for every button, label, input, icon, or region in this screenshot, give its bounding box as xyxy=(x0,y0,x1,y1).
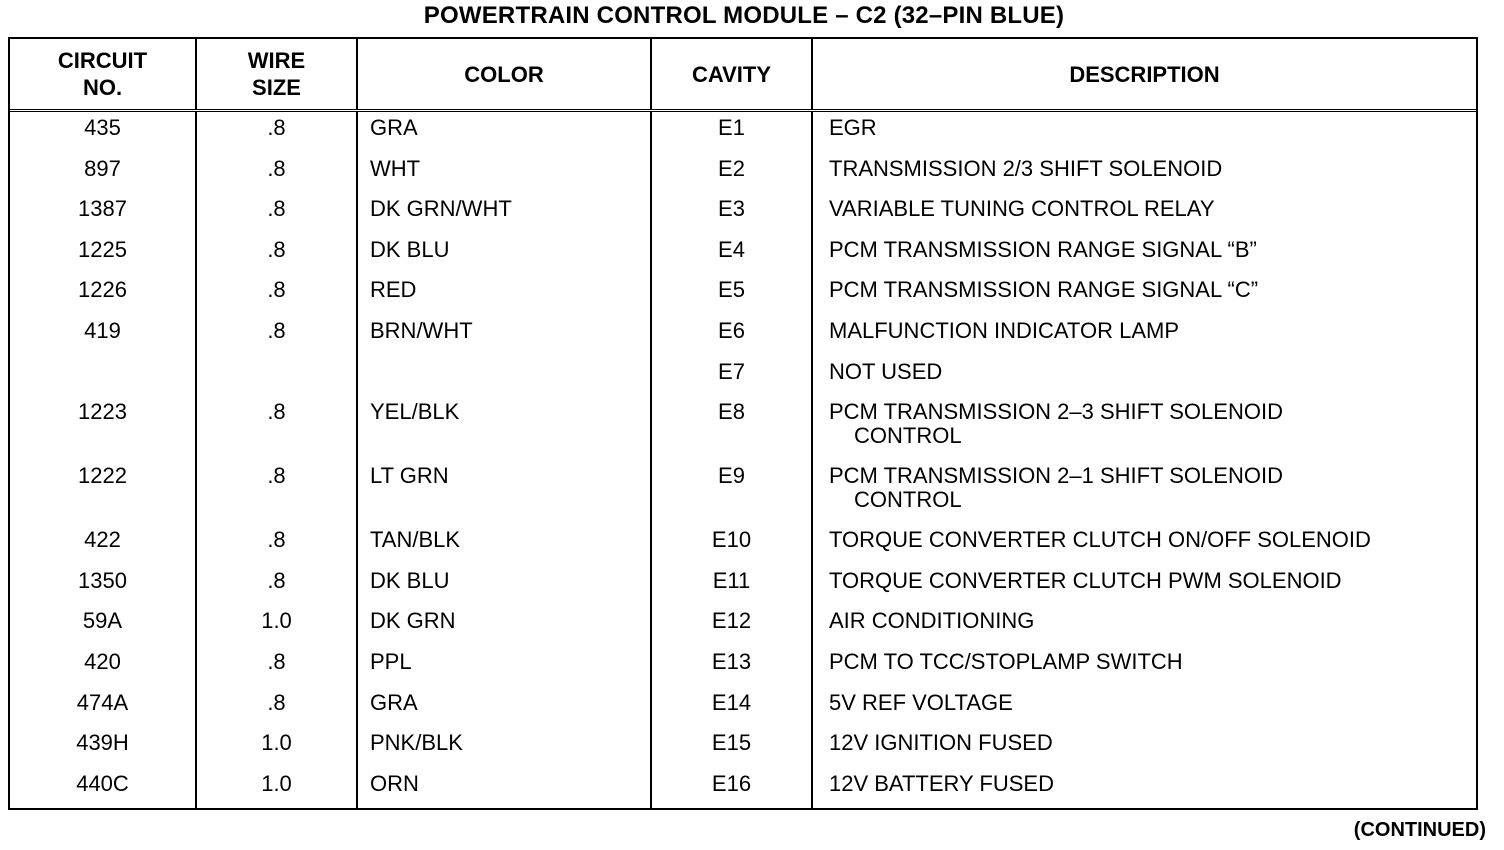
cavity-cell: E1 xyxy=(651,111,812,153)
description-text: 12V IGNITION FUSED xyxy=(829,730,1053,756)
circuit-no-cell: 897 xyxy=(84,155,121,181)
description-cell xyxy=(812,524,1476,565)
wire-size-cell: .8 xyxy=(196,646,357,687)
description-text: 5V REF VOLTAGE xyxy=(829,689,1013,715)
table-row xyxy=(10,356,1476,397)
description-cell xyxy=(812,605,1476,646)
color-cell: PPL xyxy=(357,646,651,687)
circuit-no-cell xyxy=(10,356,196,397)
header-circuit-no xyxy=(10,39,196,111)
circuit-no-cell: 1223 xyxy=(78,399,127,425)
table-row xyxy=(10,524,1476,565)
color-cell xyxy=(357,356,651,397)
description-text: EGR xyxy=(829,115,877,140)
table-row xyxy=(10,234,1476,275)
circuit-no-cell: 435 xyxy=(84,115,121,140)
color-cell: LT GRN xyxy=(357,460,651,524)
circuit-no-cell: 59A xyxy=(82,608,123,634)
connector-table-frame xyxy=(8,37,1478,810)
description-cell xyxy=(812,646,1476,687)
cavity-cell: E5 xyxy=(651,274,812,315)
description-cell xyxy=(812,460,1476,524)
circuit-no-cell: 474A xyxy=(76,689,129,715)
cavity-cell: E6 xyxy=(651,315,812,356)
header-row xyxy=(10,39,1476,111)
connector-table xyxy=(10,39,1476,808)
wire-size-cell: .8 xyxy=(196,396,357,460)
wire-size-cell: .8 xyxy=(196,524,357,565)
header-color: COLOR xyxy=(357,39,651,111)
description-text: NOT USED xyxy=(829,358,943,384)
color-cell: DK BLU xyxy=(357,565,651,606)
color-cell: PNK/BLK xyxy=(357,727,651,768)
description-cell xyxy=(812,565,1476,606)
cavity-cell: E15 xyxy=(651,727,812,768)
description-continuation: CONTROL xyxy=(854,487,962,513)
circuit-no-cell: 1350 xyxy=(78,567,127,593)
table-row xyxy=(10,274,1476,315)
wire-size-cell: 1.0 xyxy=(196,605,357,646)
header-description: DESCRIPTION xyxy=(812,39,1476,111)
color-cell: WHT xyxy=(357,153,651,194)
wire-size-cell: 1.0 xyxy=(196,768,357,809)
circuit-no-cell: 1387 xyxy=(78,196,127,222)
color-cell: GRA xyxy=(357,111,651,153)
header-wire-size xyxy=(196,39,357,111)
header-wire-line1: WIRE xyxy=(247,48,306,73)
cavity-cell: E9 xyxy=(651,460,812,524)
wire-size-cell: .8 xyxy=(196,111,357,153)
wire-size-cell: .8 xyxy=(196,193,357,234)
wire-size-cell: 1.0 xyxy=(196,727,357,768)
table-row xyxy=(10,605,1476,646)
wire-size-cell: .8 xyxy=(196,460,357,524)
description-cell xyxy=(812,274,1476,315)
circuit-no-cell: 420 xyxy=(84,648,121,674)
description-cell xyxy=(812,315,1476,356)
table-row xyxy=(10,315,1476,356)
circuit-no-cell: 422 xyxy=(84,527,121,553)
color-cell: DK BLU xyxy=(357,234,651,275)
continued-note: (CONTINUED) xyxy=(1353,819,1486,841)
circuit-no-cell: 1222 xyxy=(78,463,127,489)
cavity-cell: E8 xyxy=(651,396,812,460)
description-continuation: CONTROL xyxy=(854,423,962,449)
description-text: VARIABLE TUNING CONTROL RELAY xyxy=(829,196,1215,222)
description-text: PCM TRANSMISSION 2–1 SHIFT SOLENOID xyxy=(829,463,1283,489)
wire-size-cell: .8 xyxy=(196,315,357,356)
cavity-cell: E14 xyxy=(651,687,812,728)
cavity-cell: E12 xyxy=(651,605,812,646)
description-cell xyxy=(812,153,1476,194)
table-row xyxy=(10,111,1476,153)
table-row xyxy=(10,565,1476,606)
description-cell xyxy=(812,727,1476,768)
color-cell: DK GRN/WHT xyxy=(357,193,651,234)
description-text: MALFUNCTION INDICATOR LAMP xyxy=(829,317,1179,343)
header-circuit-line2: NO. xyxy=(82,75,123,100)
table-row xyxy=(10,153,1476,194)
description-cell xyxy=(812,768,1476,809)
wire-size-cell: .8 xyxy=(196,153,357,194)
wire-size-cell xyxy=(196,356,357,397)
description-cell xyxy=(812,396,1476,460)
table-row xyxy=(10,646,1476,687)
table-row xyxy=(10,193,1476,234)
description-cell xyxy=(812,234,1476,275)
cavity-cell: E3 xyxy=(651,193,812,234)
header-cavity: CAVITY xyxy=(651,39,812,111)
wire-size-cell: .8 xyxy=(196,687,357,728)
header-wire-line2: SIZE xyxy=(252,75,301,100)
table-row xyxy=(10,768,1476,809)
description-cell xyxy=(812,111,1476,153)
description-text: AIR CONDITIONING xyxy=(829,608,1035,634)
description-text: TRANSMISSION 2/3 SHIFT SOLENOID xyxy=(829,155,1223,181)
wire-size-cell: .8 xyxy=(196,274,357,315)
cavity-cell: E7 xyxy=(651,356,812,397)
description-text: PCM TRANSMISSION RANGE SIGNAL “B” xyxy=(829,236,1257,262)
description-text: 12V BATTERY FUSED xyxy=(829,770,1054,796)
color-cell: BRN/WHT xyxy=(357,315,651,356)
table-title: POWERTRAIN CONTROL MODULE – C2 (32–PIN BLUE) xyxy=(423,2,1065,29)
table-row xyxy=(10,396,1476,460)
description-cell xyxy=(812,687,1476,728)
description-text: TORQUE CONVERTER CLUTCH ON/OFF SOLENOID xyxy=(829,527,1371,553)
color-cell: ORN xyxy=(357,768,651,809)
table-row xyxy=(10,727,1476,768)
header-circuit-line1: CIRCUIT xyxy=(57,48,148,73)
description-text: PCM TRANSMISSION RANGE SIGNAL “C” xyxy=(829,277,1259,303)
description-cell xyxy=(812,193,1476,234)
description-text: PCM TRANSMISSION 2–3 SHIFT SOLENOID xyxy=(829,399,1283,425)
description-text: TORQUE CONVERTER CLUTCH PWM SOLENOID xyxy=(829,567,1342,593)
color-cell: TAN/BLK xyxy=(357,524,651,565)
table-row xyxy=(10,460,1476,524)
color-cell: DK GRN xyxy=(357,605,651,646)
description-cell xyxy=(812,356,1476,397)
table-body xyxy=(10,111,1476,809)
wire-size-cell: .8 xyxy=(196,234,357,275)
cavity-cell: E2 xyxy=(651,153,812,194)
cavity-cell: E16 xyxy=(651,768,812,809)
cavity-cell: E13 xyxy=(651,646,812,687)
description-text: PCM TO TCC/STOPLAMP SWITCH xyxy=(829,648,1183,674)
cavity-cell: E11 xyxy=(651,565,812,606)
circuit-no-cell: 1225 xyxy=(78,236,127,262)
table-row xyxy=(10,687,1476,728)
color-cell: YEL/BLK xyxy=(357,396,651,460)
color-cell: RED xyxy=(357,274,651,315)
circuit-no-cell: 440C xyxy=(76,770,129,796)
color-cell: GRA xyxy=(357,687,651,728)
circuit-no-cell: 1226 xyxy=(78,277,127,303)
circuit-no-cell: 419 xyxy=(84,317,121,343)
cavity-cell: E4 xyxy=(651,234,812,275)
circuit-no-cell: 439H xyxy=(76,730,129,756)
cavity-cell: E10 xyxy=(651,524,812,565)
wire-size-cell: .8 xyxy=(196,565,357,606)
